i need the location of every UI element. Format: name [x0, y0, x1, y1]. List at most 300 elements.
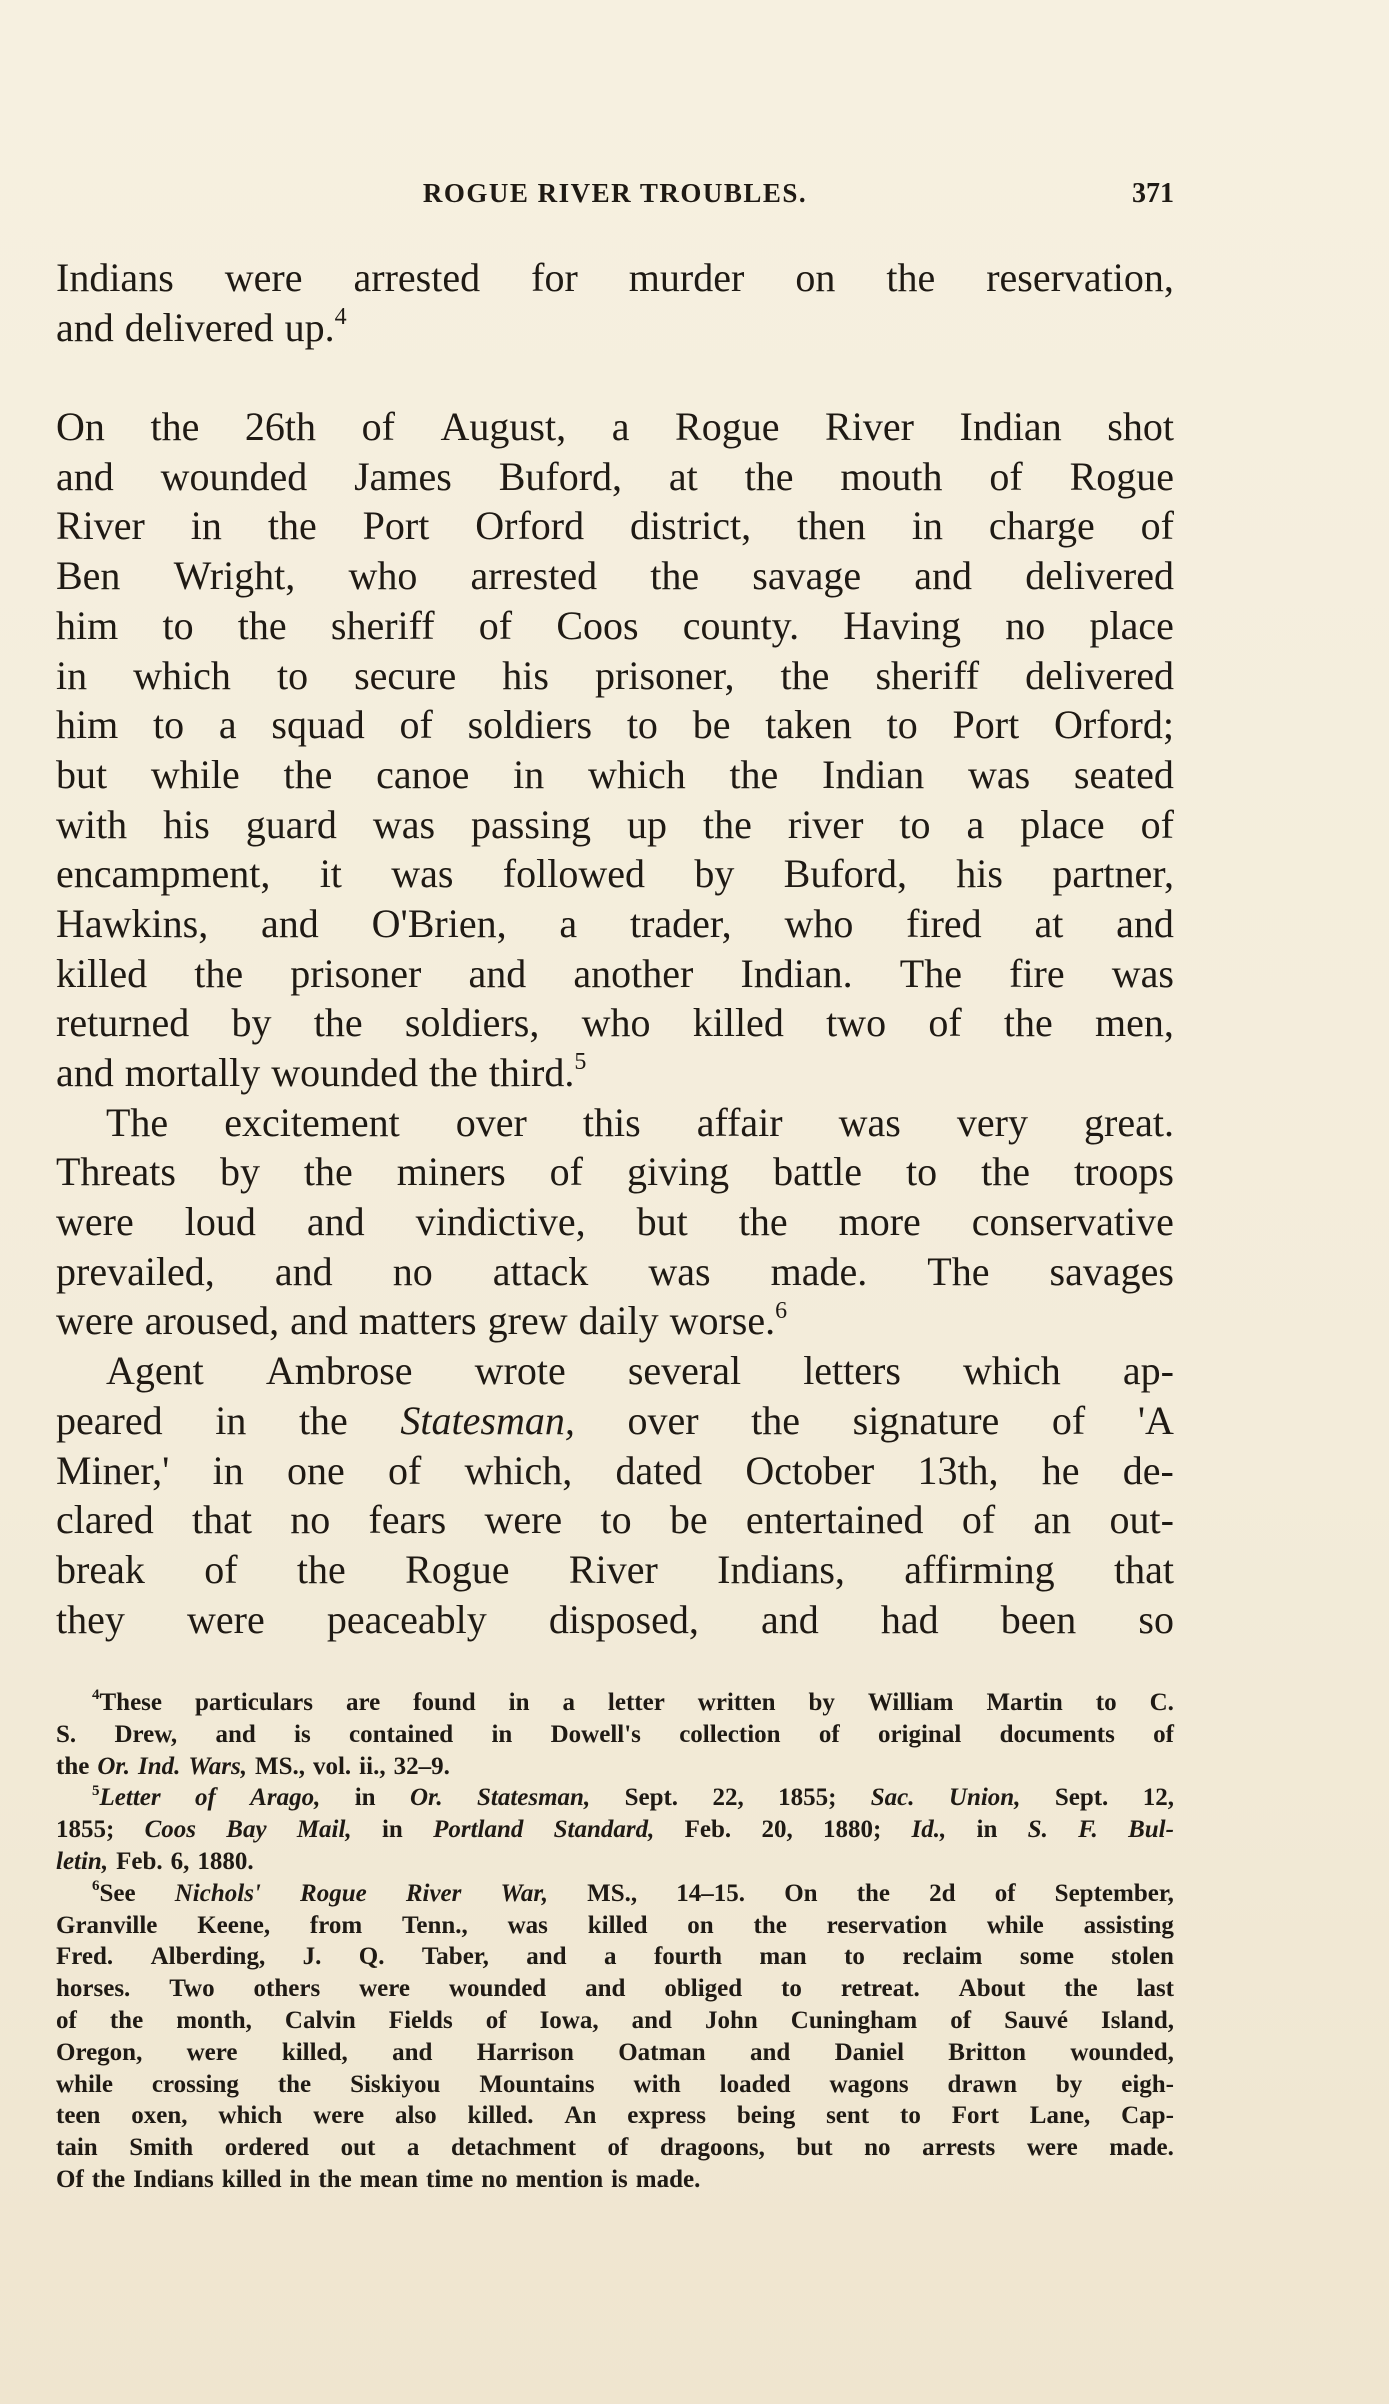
body-text-word: Indian.: [740, 950, 853, 996]
body-text-word: over: [627, 1397, 699, 1443]
body-text-line: [56, 1098, 1174, 1148]
footnote-word: detachment: [450, 2134, 576, 2162]
body-text-word: of: [989, 453, 1023, 499]
body-text-word: of: [928, 1000, 962, 1046]
body-text-word: killed: [56, 950, 148, 996]
footnote-word: but: [796, 2134, 833, 2162]
running-title: ROGUE RIVER TROUBLES.: [422, 178, 808, 208]
body-text-word: another: [573, 950, 694, 996]
body-text-word: the: [650, 553, 700, 599]
footnote-word: dragoons,: [659, 2134, 765, 2162]
footnote-word: C.: [1149, 1689, 1174, 1716]
body-text-word: him: [56, 602, 119, 648]
body-text-word: River: [568, 1546, 658, 1592]
footnote-word: original: [877, 1720, 962, 1748]
body-text-word: secure: [354, 652, 457, 698]
body-text-word: trader,: [629, 900, 732, 946]
body-text-word: were: [224, 255, 303, 300]
body-text-word: daily: [578, 1298, 659, 1344]
body-text-word: 13th,: [917, 1447, 999, 1493]
body-text-word: the: [428, 1050, 478, 1095]
body-text-line: [56, 1495, 1174, 1545]
body-text-word: fears: [368, 1497, 447, 1543]
footnote-word: $^6$See: [92, 1877, 136, 1907]
body-text-word: taken: [765, 702, 852, 748]
body-text-word: Statesman,: [400, 1397, 575, 1443]
running-head: [56, 178, 1174, 218]
body-text-word: Orford;: [1053, 702, 1174, 748]
footnote-word: and: [392, 2038, 433, 2066]
body-text-word: county.: [682, 602, 800, 648]
footnote-word: Lane,: [1029, 2102, 1091, 2130]
body-text-word: Buford,: [783, 851, 907, 897]
footnotes: [56, 1687, 1174, 2196]
body-text-word: followed: [502, 851, 645, 897]
body-text-word: delivered: [1025, 553, 1174, 599]
footnote-word: Nichols': [174, 1879, 261, 1907]
body-text-word: by: [694, 851, 735, 897]
body-text-word: this: [582, 1099, 641, 1145]
footnote-word: is: [611, 2165, 628, 2193]
body-text-word: passing: [471, 801, 592, 847]
footnote-word: on: [687, 1911, 714, 1939]
body-text-word: no: [1005, 602, 1046, 648]
footnote-word: and: [215, 1720, 256, 1748]
body-text-word: Rogue: [1069, 453, 1174, 499]
body-text-word: but: [56, 751, 108, 797]
body-text-word: was: [372, 801, 436, 847]
body-text-word: in: [215, 1397, 247, 1443]
body-text-line: [56, 303, 1174, 353]
body-text-word: his: [956, 851, 1003, 897]
body-text-word: was: [838, 1099, 901, 1145]
footnote-word: Bay: [226, 1816, 267, 1844]
footnote-line: [56, 2132, 1174, 2164]
footnote-word: Calvin: [284, 2006, 356, 2034]
body-text-word: James: [354, 453, 452, 499]
body-text-word: the: [744, 453, 794, 499]
body-text-word: very: [956, 1099, 1028, 1145]
footnote-word: out: [340, 2134, 376, 2162]
body-text-word: disposed,: [548, 1596, 699, 1642]
body-text-word: battle: [773, 1149, 863, 1195]
body-text-word: prevailed,: [56, 1248, 215, 1294]
footnote-word: Siskiyou: [350, 2070, 441, 2098]
body-text-word: his: [502, 652, 549, 698]
body-text-line: [56, 1048, 1174, 1098]
footnote-line: [56, 2069, 1174, 2101]
footnote-line: [56, 1782, 1174, 1814]
footnote-word: Sept.: [1054, 1784, 1109, 1812]
body-text-word: affirming: [904, 1546, 1055, 1592]
footnote-line: [56, 1751, 1174, 1783]
body-text-word: third.$^5$: [488, 1049, 587, 1095]
body-text-line: [56, 700, 1174, 750]
body-text-word: to: [899, 801, 931, 847]
body-text-word: no: [290, 1497, 331, 1543]
body-text-word: was: [648, 1248, 711, 1294]
body-text-word: the: [296, 1546, 346, 1592]
body-text-word: Buford,: [498, 453, 623, 499]
footnote-word: $^4$These: [92, 1687, 162, 1716]
body-text-word: that: [191, 1497, 252, 1543]
footnote-word: Cuningham: [790, 2006, 918, 2034]
body-text-word: to: [276, 652, 309, 698]
body-text-word: in: [190, 503, 222, 549]
footnote-word: River: [405, 1879, 462, 1907]
footnote-word: ordered: [224, 2134, 309, 2162]
body-text-word: in: [212, 1447, 244, 1493]
footnote-word: letin,: [56, 1847, 109, 1875]
footnote-word: Oregon,: [56, 2038, 143, 2066]
body-text-word: the: [194, 950, 244, 996]
body-text-word: he: [1041, 1447, 1080, 1493]
body-text-word: of: [387, 1447, 422, 1493]
body-text-word: letters: [803, 1348, 901, 1394]
footnote-word: teen: [56, 2102, 101, 2130]
body-text-word: but: [636, 1199, 688, 1245]
body-text-word: the: [303, 1149, 353, 1195]
body-text-line: [56, 501, 1174, 551]
body-text-word: signature: [852, 1397, 1000, 1443]
body-text-word: him: [56, 702, 119, 748]
footnote-word: retreat.: [840, 1975, 920, 2003]
body-text-word: troops: [1073, 1149, 1174, 1195]
footnote-word: 1880.: [197, 1847, 254, 1875]
body-text-word: by: [231, 1000, 272, 1046]
body-text-line: [56, 1595, 1174, 1645]
body-text-word: river: [787, 801, 864, 847]
footnote-word: in: [976, 1816, 998, 1844]
body-text-word: October: [745, 1447, 875, 1493]
body-text-word: up: [627, 801, 668, 847]
body-text-word: The: [106, 1099, 169, 1145]
body-text-word: and: [1116, 900, 1174, 946]
body-text-line: [56, 899, 1174, 949]
footnote-word: ii.,: [359, 1752, 386, 1780]
body-text-word: and: [56, 453, 114, 499]
footnote-word: some: [1019, 1943, 1074, 1971]
footnote-word: made.: [635, 2165, 701, 2193]
body-text-word: killed: [692, 1000, 784, 1046]
footnote-word: Fort: [951, 2102, 999, 2130]
body-text-word: of: [204, 1546, 238, 1592]
body-text-word: an: [1033, 1497, 1072, 1543]
footnote-word: Of: [56, 2165, 84, 2193]
body-text-word: were: [484, 1497, 563, 1543]
footnote-word: documents: [999, 1720, 1115, 1748]
body-text-word: prisoner,: [595, 652, 735, 698]
body-text-word: Rogue: [675, 404, 780, 450]
body-text-word: the: [1003, 1000, 1053, 1046]
body-text-word: shot: [1107, 404, 1174, 450]
footnote-word: 1880;: [822, 1816, 882, 1844]
footnote-word: $^5$Letter: [92, 1782, 161, 1812]
footnote-word: reclaim: [902, 1943, 983, 1971]
footnote-word: Or.: [409, 1784, 443, 1812]
body-text-line: [56, 1296, 1174, 1346]
footnote-word: War,: [500, 1879, 549, 1907]
body-text-word: and: [56, 304, 114, 350]
footnote-word: Rogue: [300, 1879, 367, 1907]
body-text-word: place: [1089, 602, 1174, 648]
body-text-word: a: [966, 801, 985, 847]
body-text-word: of: [1051, 1397, 1086, 1443]
footnote-word: Mountains: [479, 2070, 595, 2098]
footnote-word: from: [309, 1911, 363, 1939]
footnote-word: wounded,: [1070, 2038, 1174, 2066]
footnote-word: in: [508, 1689, 530, 1716]
footnote-word: 2d: [929, 1879, 956, 1907]
body-text-word: two: [826, 1000, 887, 1046]
footnote-word: while: [56, 2070, 113, 2098]
body-text-word: who: [348, 553, 418, 599]
body-text-word: matters: [358, 1298, 477, 1344]
body-text-word: the: [751, 1397, 801, 1443]
body-text-word: the: [283, 751, 333, 797]
body-text-word: of: [1140, 801, 1174, 847]
footnote-word: Sept.: [624, 1784, 679, 1812]
body-text-word: O'Brien,: [371, 900, 507, 946]
body-text-word: savages: [1049, 1248, 1174, 1294]
body-text-word: mouth: [840, 453, 943, 499]
footnote-word: loaded: [719, 2070, 791, 2098]
footnote-word: of: [485, 2006, 507, 2034]
body-text-word: murder: [628, 255, 745, 300]
body-text-word: of: [361, 404, 395, 450]
body-text-word: which,: [464, 1447, 573, 1493]
footnote-word: vol.: [312, 1752, 352, 1780]
body-text-word: over: [455, 1099, 527, 1145]
footnote-word: Keene,: [197, 1911, 271, 1939]
body-text-word: vindictive,: [415, 1199, 586, 1245]
footnote-word: the: [56, 1752, 90, 1780]
body-text-word: of: [961, 1497, 996, 1543]
footnote-word: Granville: [56, 1911, 158, 1939]
footnote-word: and: [526, 1943, 567, 1971]
body-text-word: conservative: [971, 1199, 1174, 1245]
body-text-word: the: [738, 1199, 788, 1245]
footnote-word: Or.: [97, 1752, 130, 1780]
body-text-word: more: [838, 1199, 921, 1245]
footnote-word: killed: [587, 1911, 648, 1939]
body-text-word: on: [795, 255, 836, 300]
footnote-line: [56, 1878, 1174, 1910]
footnote-word: Smith: [129, 2134, 194, 2162]
footnote-word: letter: [607, 1689, 665, 1716]
footnote-word: last: [1136, 1975, 1174, 2003]
footnote-word: Sac.: [870, 1784, 915, 1812]
body-text-word: sheriff: [875, 652, 980, 698]
footnote-word: a: [604, 1943, 617, 1971]
body-text-word: of: [1140, 503, 1174, 549]
footnote-word: the: [1064, 1975, 1098, 2003]
footnote-word: Fred.: [56, 1943, 114, 1971]
footnote-word: in: [354, 1784, 376, 1812]
footnote-word: the: [91, 2165, 126, 2193]
body-text-word: River: [56, 503, 145, 549]
body-text-line: [56, 1247, 1174, 1297]
body-text-word: soldiers,: [404, 1000, 540, 1046]
footnote-word: Alberding,: [150, 1943, 266, 1971]
body-text-word: the: [703, 801, 752, 847]
body-text-word: who: [784, 900, 854, 946]
body-text-line: [56, 1545, 1174, 1595]
footnote-word: Daniel: [834, 2038, 905, 2066]
footnote-word: a: [406, 2134, 420, 2162]
body-text-word: were: [56, 1298, 134, 1344]
body-text-word: break: [56, 1546, 145, 1592]
footnote-word: being: [736, 2102, 796, 2130]
body-text-word: which: [133, 652, 231, 698]
page-number: 371: [1132, 178, 1174, 209]
body-text-word: been: [1000, 1596, 1077, 1642]
body-text-word: district,: [630, 503, 752, 549]
footnote-word: were: [1026, 2134, 1078, 2162]
footnote-word: assisting: [1083, 1911, 1174, 1939]
body-text-word: charge: [988, 503, 1095, 549]
footnote-word: Arago,: [250, 1784, 321, 1812]
footnote-word: written: [697, 1689, 776, 1716]
body-text-word: which: [587, 751, 686, 797]
footnote-line: [56, 1973, 1174, 2005]
body-text-word: Threats: [56, 1149, 176, 1195]
body-text-word: had: [880, 1596, 939, 1642]
body-text-word: the: [298, 1397, 348, 1443]
body-text-line: [56, 1197, 1174, 1247]
footnote-word: by: [1055, 2070, 1083, 2098]
body-text-word: guard: [245, 801, 337, 847]
footnote-word: horses.: [56, 1975, 131, 2003]
body-text-word: for: [531, 255, 578, 300]
footnote-word: wagons: [829, 2070, 909, 2098]
footnote-line: [56, 1941, 1174, 1973]
body-text-word: to: [906, 1149, 938, 1195]
body-text-line: [56, 551, 1174, 601]
footnote-word: Oatman: [618, 2038, 706, 2066]
body-text-word: Indian: [822, 751, 925, 797]
footnote-word: time: [426, 2165, 474, 2193]
footnote-word: Cap-: [1121, 2102, 1174, 2130]
footnote-word: Union,: [948, 1784, 1021, 1812]
footnote-word: which: [218, 2102, 283, 2130]
body-text-word: Indians,: [717, 1546, 845, 1592]
footnote-word: tain: [56, 2134, 98, 2162]
footnote-word: J.: [302, 1943, 322, 1971]
footnote-word: of: [818, 1720, 840, 1748]
body-text-word: ap-: [1122, 1348, 1174, 1394]
body-text-word: excitement: [224, 1099, 400, 1145]
footnote-word: 22,: [712, 1784, 744, 1812]
footnote-word: Indians: [133, 2165, 214, 2193]
body-text-word: and: [274, 1248, 333, 1294]
body-text-word: place: [1020, 801, 1105, 847]
body-text-word: up.$^4$: [284, 303, 347, 350]
footnote-word: contained: [349, 1720, 454, 1748]
footnote-word: is: [294, 1720, 311, 1748]
body-text-word: of: [478, 602, 513, 648]
footnote-word: About: [958, 1975, 1026, 2003]
body-text-word: Indians: [56, 255, 174, 300]
body-text-word: then: [797, 503, 866, 549]
body-text-word: at: [1034, 900, 1064, 946]
footnote-word: Bul-: [1128, 1816, 1174, 1844]
body-text-word: Ambrose: [265, 1348, 413, 1394]
footnote-word: 32–9.: [393, 1752, 450, 1780]
footnote-word: obliged: [664, 1975, 743, 2003]
body-text-word: Hawkins,: [56, 900, 209, 946]
body-text-word: the: [237, 602, 287, 648]
footnote-word: also: [394, 2102, 437, 2130]
body-text-word: canoe: [376, 751, 470, 797]
body-text-word: savage: [752, 553, 862, 599]
body-text-word: great.: [1084, 1099, 1174, 1145]
body-text-word: soldiers: [467, 702, 593, 748]
footnote-word: S.: [56, 1720, 77, 1748]
footnote-word: Tenn.,: [402, 1911, 468, 1939]
body-text-word: the: [886, 255, 936, 300]
body-text-word: the: [780, 652, 830, 698]
body-text-word: Agent: [106, 1348, 204, 1394]
footnote-word: of: [950, 2006, 972, 2034]
body-text-word: men,: [1095, 1000, 1174, 1046]
body-text-line: [56, 1396, 1174, 1446]
body-text-word: was: [391, 851, 454, 897]
body-text-word: and: [760, 1596, 819, 1642]
body-text-word: arrested: [470, 553, 598, 599]
footnote-word: 6,: [170, 1847, 190, 1875]
body-text-word: they: [56, 1596, 125, 1642]
body-text-word: River: [825, 404, 914, 450]
footnote-line: [56, 2037, 1174, 2069]
footnote-word: Q.: [358, 1943, 385, 1971]
footnote-word: collection: [679, 1720, 781, 1748]
footnote-word: by: [808, 1689, 835, 1716]
footnote-line: [56, 2100, 1174, 2132]
body-text-word: The: [927, 1248, 990, 1294]
body-text-word: several: [627, 1348, 742, 1394]
body-text-word: The: [899, 950, 962, 996]
body-text-word: partner,: [1052, 851, 1174, 897]
body-text-word: a: [218, 702, 237, 748]
body-text-word: affair: [696, 1099, 783, 1145]
body-text-line: [56, 750, 1174, 800]
footnote-word: of: [194, 1784, 216, 1812]
body-text-word: and: [56, 1050, 114, 1095]
body-text-word: in: [513, 751, 545, 797]
body-text-word: be: [692, 702, 731, 748]
body-text-word: wounded: [160, 453, 308, 499]
body-text-line: [56, 253, 1174, 303]
body-text-word: wrote: [474, 1348, 566, 1394]
footnote-word: Iowa,: [539, 2006, 599, 2034]
footnote-word: killed: [221, 2165, 282, 2193]
body-text-word: attack: [492, 1248, 589, 1294]
footnote-word: a: [562, 1689, 575, 1716]
body-text-word: loud: [184, 1199, 256, 1245]
body-text-word: Port: [362, 503, 430, 549]
body-text-word: was: [967, 751, 1031, 797]
footnote-line: [56, 2164, 1174, 2196]
body-text-word: to: [600, 1497, 632, 1543]
footnote-word: Ind.: [137, 1752, 181, 1780]
footnote-line: [56, 2005, 1174, 2037]
body-text-word: the: [267, 503, 317, 549]
footnote-word: Dowell's: [550, 1720, 641, 1748]
body-text-line: [56, 601, 1174, 651]
body-text-word: and: [914, 553, 973, 599]
footnote-word: are: [345, 1689, 381, 1716]
